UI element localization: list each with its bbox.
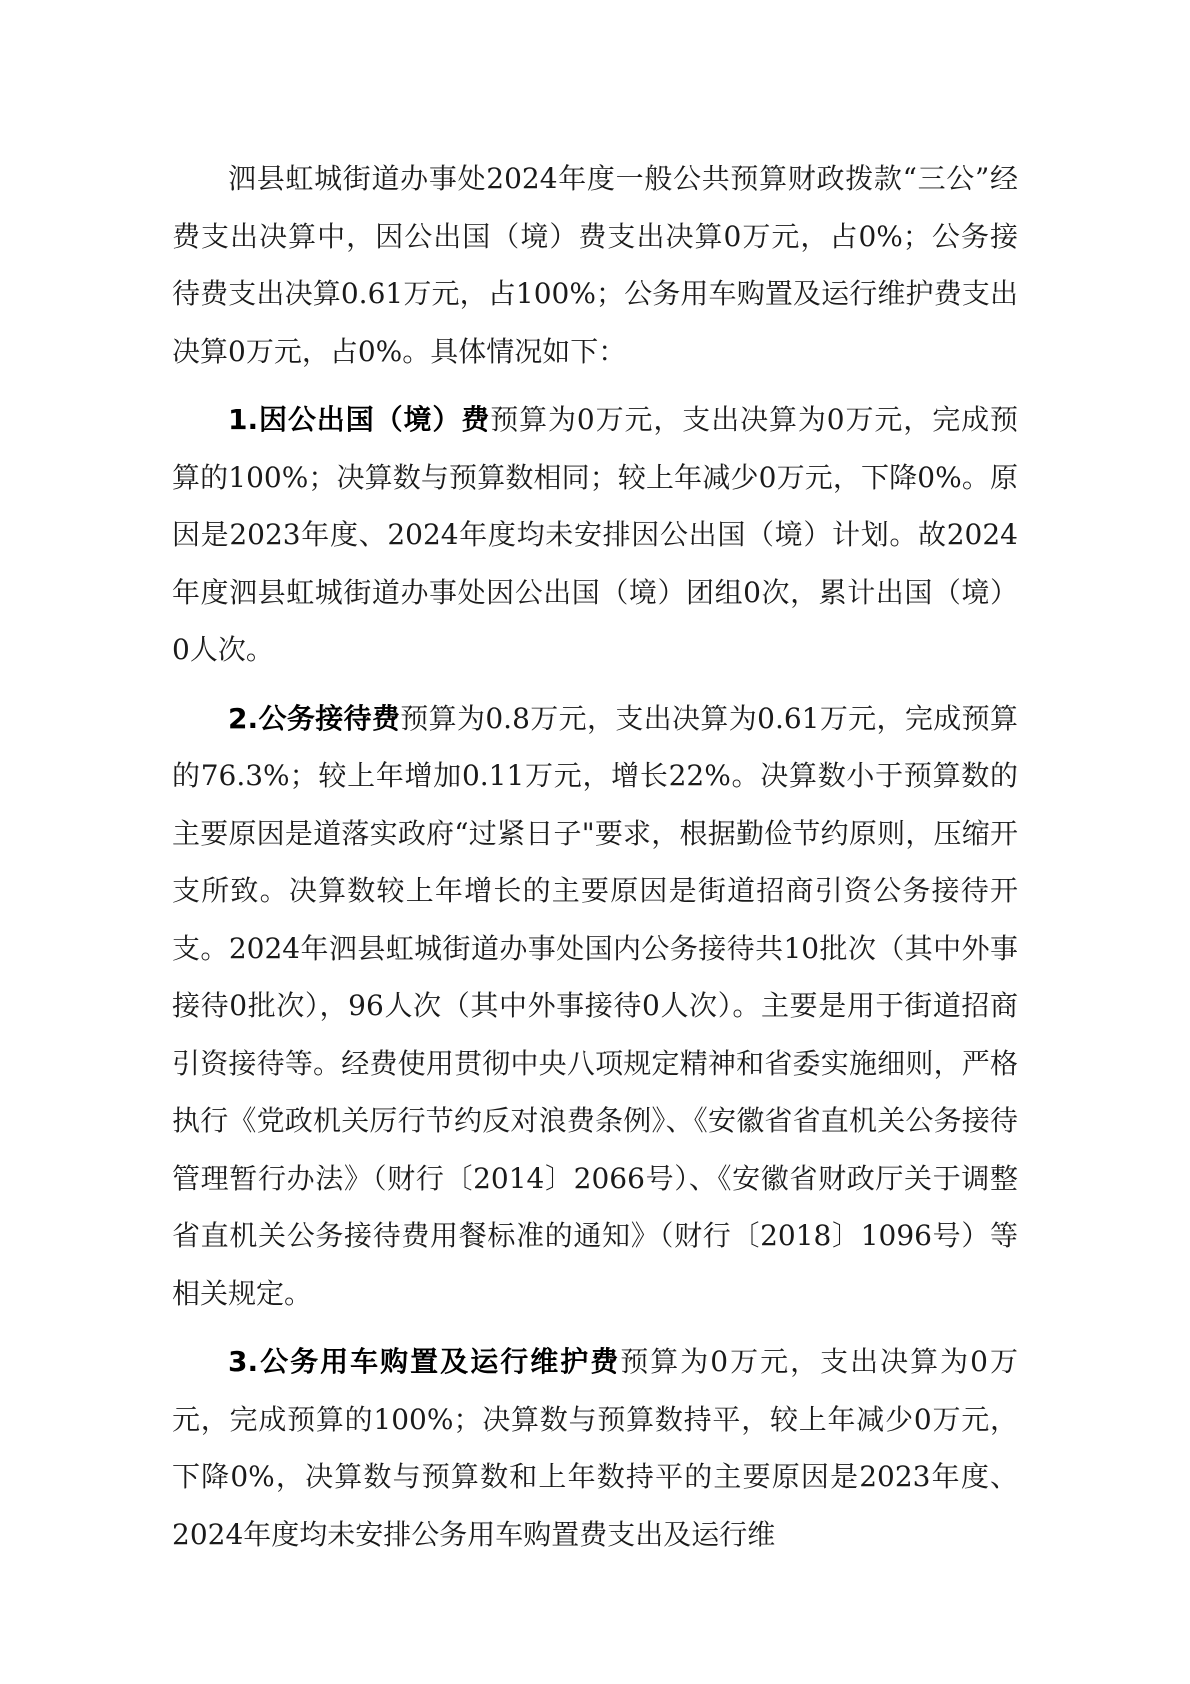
section-body-official-vehicles: 预算为0万元，支出决算为0万元，完成预算的100%；决算数与预算数持平，较上年减少0万元，下降0%，决算数与预算数和上年数持平的主要原因是2023年度、2024年度均未安排公务用车购置费支出及运行维 xyxy=(172,1345,1018,1551)
section-official-vehicles xyxy=(172,1333,1018,1563)
section-official-reception xyxy=(172,690,1018,1323)
section-body-official-reception: 预算为0.8万元，支出决算为0.61万元，完成预算的76.3%；较上年增加0.11万元，增长22%。决算数小于预算数的主要原因是道落实政府“过紧日子"要求，根据勤俭节约原则，压缩开支所致。决算数较上年增长的主要原因是街道招商引资公务接待开支。2024年泗县虹城街道办事处国内公务接待共10批次（其中外事接待0批次），96人次（其中外事接待0人次）。主要是用于街道招商引资接待等。经费使用贯彻中央八项规定精神和省委实施细则，严格执行《党政机关厉行节约反对浪费条例》、《安徽省省直机关公务接待管理暂行办法》（财行〔2014〕2066号）、《安徽省财政厅关于调整省直机关公务接待费用餐标准的通知》（财行〔2018〕1096号）等相关规定。 xyxy=(172,701,1018,1310)
section-body-outbound-travel: 预算为0万元，支出决算为0万元，完成预算的100%；决算数与预算数相同；较上年减少0万元，下降0%。原因是2023年度、2024年度均未安排因公出国（境）计划。故2024年度泗县虹城街道办事处因公出国（境）团组0次，累计出国（境）0人次。 xyxy=(172,403,1018,666)
section-heading-outbound-travel: 1.因公出国（境）费 xyxy=(228,403,491,436)
intro-paragraph: 泗县虹城街道办事处2024年度一般公共预算财政拨款“三公”经费支出决算中，因公出国（境）费支出决算0万元，占0%；公务接待费支出决算0.61万元，占100%；公务用车购置及运行维护费支出决算0万元，占0%。具体情况如下： xyxy=(172,162,1018,368)
section-heading-official-reception: 2.公务接待费 xyxy=(228,701,401,735)
document-body xyxy=(172,150,1018,1563)
section-heading-official-vehicles: 3.公务用车购置及运行维护费 xyxy=(228,1345,621,1378)
section-outbound-travel xyxy=(172,391,1018,679)
